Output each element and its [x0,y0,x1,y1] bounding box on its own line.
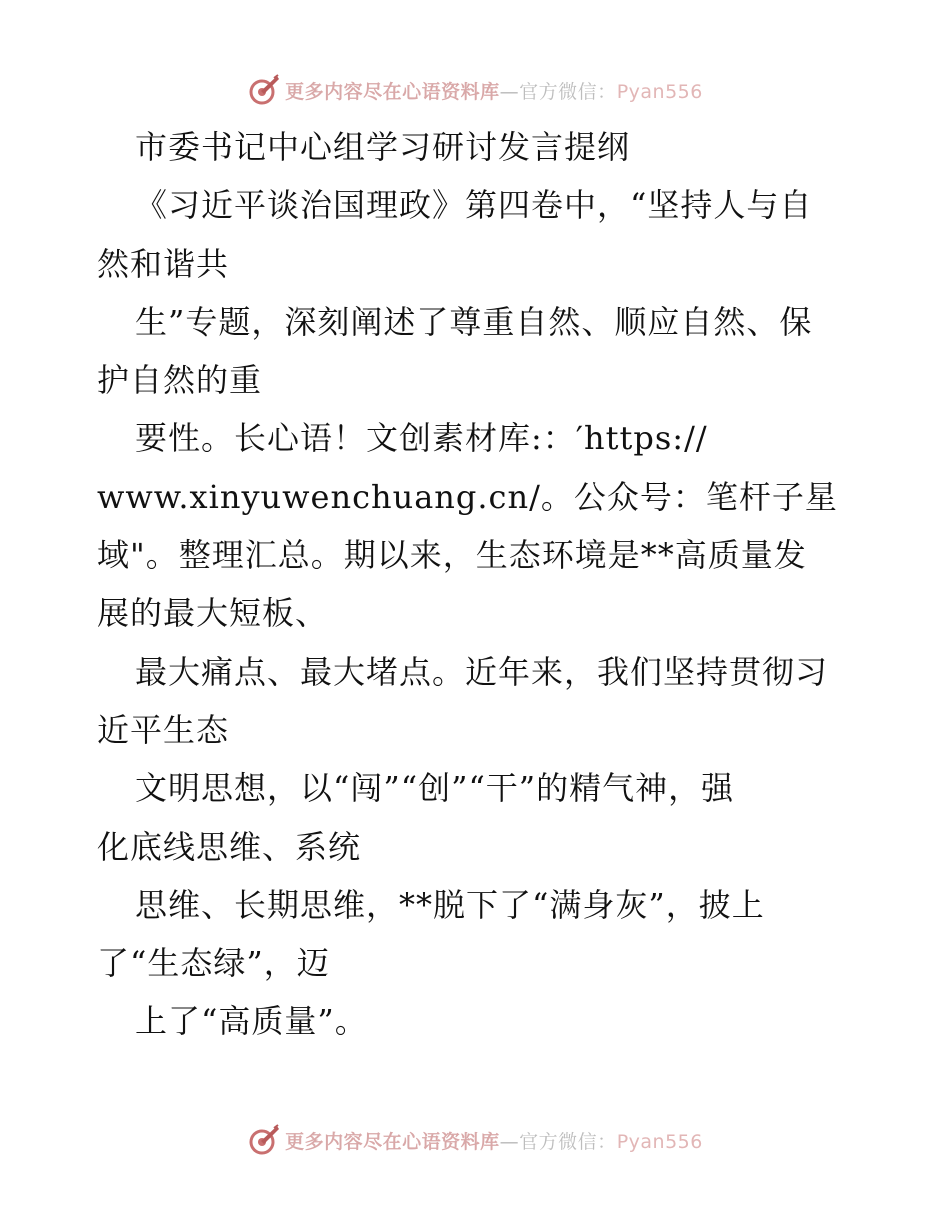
watermark-contact-label: 官方微信： [519,1130,617,1153]
document-body [97,118,857,1051]
watermark-handle: Pyan556 [616,1130,703,1153]
footer-watermark [0,1120,950,1160]
watermark-brand: 更多内容尽在心语资料库 [285,1130,500,1153]
watermark-contact-label: 官方微信： [519,80,617,103]
text-line: 《习近平谈治国理政》第四卷中，“坚持人与自 [135,186,813,225]
text-line: 域"。整理汇总。期以来，生态环境是**高质量发 [97,536,807,575]
watermark-separator: — [499,1130,520,1153]
text-line: 上了“高质量”。 [135,1002,368,1041]
text-line: 文明思想，以“闯”“创”“干”的精气神，强 [135,769,735,808]
quill-seal-icon [247,1123,281,1157]
text-line: 生”专题，深刻阐述了尊重自然、顺应自然、保 [135,302,813,341]
text-line: 思维、长期思维，**脱下了“满身灰”，披上 [135,885,765,924]
text-line: 然和谐共 [97,244,230,283]
quill-seal-icon [247,73,281,107]
text-line: www.xinyuwenchuang.cn/。公众号：笔杆子星 [97,477,838,516]
text-line: 要性。长心语！文创素材库:：′https:// [135,419,708,458]
text-line: 展的最大短板、 [97,594,329,633]
text-line: 近平生态 [97,710,230,749]
watermark-brand: 更多内容尽在心语资料库 [285,80,500,103]
watermark-handle: Pyan556 [616,80,703,103]
header-watermark [0,70,950,110]
text-line: 了“生态绿”，迈 [97,944,330,983]
watermark-separator: — [499,80,520,103]
text-line: 护自然的重 [97,361,263,400]
document-title: 市委书记中心组学习研讨发言提纲 [135,128,631,166]
text-line: 最大痛点、最大堵点。近年来，我们坚持贯彻习 [135,652,829,691]
text-line: 化底线思维、系统 [97,827,362,866]
